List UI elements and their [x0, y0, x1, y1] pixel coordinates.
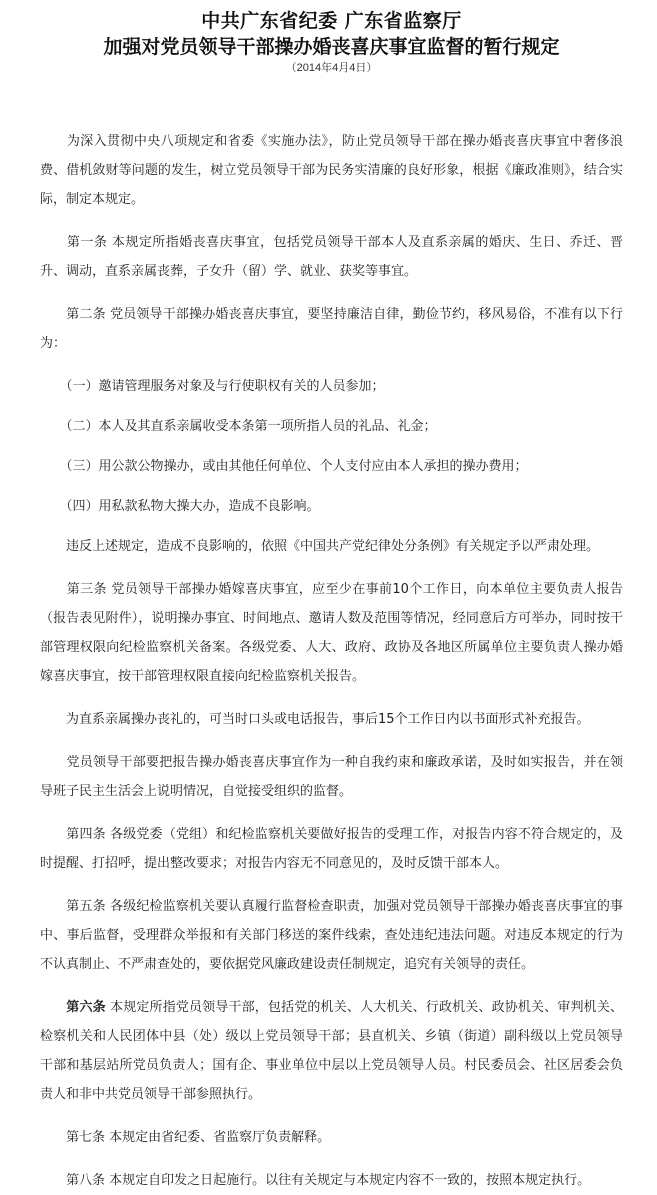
- paragraph-text: 党员领导干部操办婚嫁喜庆事宜，应至少在事前10个工作日，向本单位主要负责人报告（报告表见附件），说明操办事宜、时间地点、邀请人数及范围等情况，经同意后方可举办，同时按干部管理权限向纪检监察机关备案。各级党委、人大、政府、政协及各地区所属单位主要负责人操办婚嫁喜庆事宜，按干部管理权限直接向纪检监察机关报告。: [40, 582, 623, 684]
- violation-paragraph: [40, 532, 623, 561]
- paragraph-text: （一）邀请管理服务对象及与行使职权有关的人员参加；: [40, 379, 385, 394]
- article-number: 第六条: [40, 1000, 106, 1015]
- article-4-paragraph: [40, 820, 623, 878]
- document-header: [40, 8, 623, 75]
- paragraph-text: 各级党委（党组）和纪检监察机关要做好报告的受理工作，对报告内容不符合规定的，及时提醒、打招呼，提出整改要求；对报告内容无不同意见的，及时反馈干部本人。: [40, 827, 623, 871]
- paragraph-text: 本规定所指党员领导干部，包括党的机关、人大机关、行政机关、政协机关、审判机关、检察机关和人民团体中县（处）级以上党员领导干部；县直机关、乡镇（街道）副科级以上党员领导干部和基层站所党员负责人；国有企、事业单位中层以上党员领导人员。村民委员会、社区居委会负责人和非中共党员领导干部参照执行。: [40, 1000, 623, 1102]
- paragraph-text: （三）用公款公物操办，或由其他任何单位、个人支付应由本人承担的操办费用；: [40, 459, 528, 474]
- paragraph-text: 为直系亲属操办丧礼的，可当时口头或电话报告，事后15个工作日内以书面形式补充报告。: [40, 712, 590, 727]
- document-body: [40, 127, 623, 1195]
- article-number: 第一条: [40, 235, 108, 250]
- list-item-4: [40, 492, 623, 521]
- article-number: 第八条: [40, 1173, 106, 1188]
- document-date: （2014年4月4日）: [285, 62, 378, 74]
- list-item-3: [40, 452, 623, 481]
- paragraph-text: 本规定自印发之日起施行。以往有关规定与本规定内容不一致的，按照本规定执行。: [109, 1173, 591, 1188]
- paragraph-text: 违反上述规定，造成不良影响的，依照《中国共产党纪律处分条例》有关规定予以严肃处理。: [40, 539, 600, 554]
- article-number: 第二条: [40, 307, 106, 322]
- document-title: 加强对党员领导干部操办婚丧喜庆事宜监督的暂行规定: [103, 36, 560, 58]
- preamble-paragraph: [40, 127, 623, 214]
- paragraph-text: 党员领导干部要把报告操办婚丧喜庆事宜作为一种自我约束和廉政承诺，及时如实报告，并在领导班子民主生活会上说明情况，自觉接受组织的监督。: [40, 755, 623, 799]
- article-6-paragraph: [40, 993, 623, 1109]
- article-5-paragraph: [40, 892, 623, 979]
- list-item-2: [40, 412, 623, 441]
- paragraph-text: （四）用私款私物大操大办，造成不良影响。: [40, 499, 320, 514]
- paragraph-text: 本规定所指婚丧喜庆事宜，包括党员领导干部本人及直系亲属的婚庆、生日、乔迁、晋升、调动，直系亲属丧葬，子女升（留）学、就业、获奖等事宜。: [40, 235, 623, 279]
- article-7-paragraph: [40, 1123, 623, 1152]
- paragraph-text: 本规定由省纪委、省监察厅负责解释。: [109, 1130, 331, 1145]
- list-item-1: [40, 372, 623, 401]
- paragraph-text: 党员领导干部操办婚丧喜庆事宜，要坚持廉洁自律，勤俭节约，移风易俗，不准有以下行为：: [40, 307, 623, 351]
- article-number: 第四条: [40, 827, 106, 842]
- article-1-paragraph: [40, 228, 623, 286]
- issuer-title: 中共广东省纪委 广东省监察厅: [201, 10, 462, 32]
- paragraph-text: （二）本人及其直系亲属收受本条第一项所指人员的礼品、礼金；: [40, 419, 437, 434]
- funeral-report-paragraph: [40, 705, 623, 734]
- paragraph-text: 各级纪检监察机关要认真履行监督检查职责，加强对党员领导干部操办婚丧喜庆事宜的事中、事后监督，受理群众举报和有关部门移送的案件线索，查处违纪违法问题。对违反本规定的行为不认真制止、不严肃查处的，要依据党风廉政建设责任制规定，追究有关领导的责任。: [40, 899, 623, 972]
- article-number: 第七条: [40, 1130, 106, 1145]
- article-2-paragraph: [40, 300, 623, 358]
- article-number: 第三条: [40, 582, 107, 597]
- self-discipline-paragraph: [40, 748, 623, 806]
- article-number: 第五条: [40, 899, 106, 914]
- paragraph-text: 为深入贯彻中央八项规定和省委《实施办法》，防止党员领导干部在操办婚丧喜庆事宜中奢侈浪费、借机敛财等问题的发生，树立党员领导干部为民务实清廉的良好形象，根据《廉政准则》，结合实际，制定本规定。: [40, 134, 623, 207]
- article-3-paragraph: [40, 575, 623, 691]
